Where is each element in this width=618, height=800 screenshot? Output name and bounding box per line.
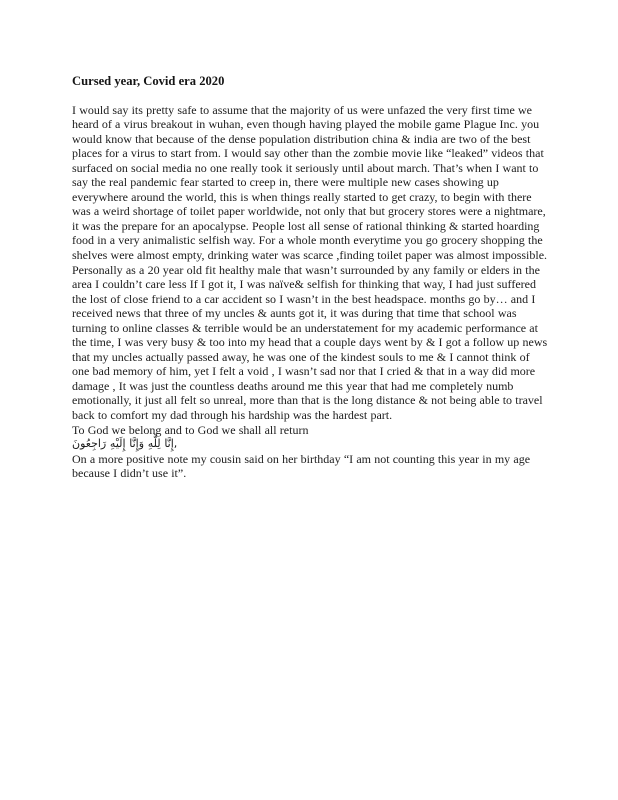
body-paragraph-personal-story: Personally as a 20 year old fit healthy male that wasn’t surrounded by any family or elders in the area I couldn’t care less If I got it, I was naïve& selfish for thinking that way, I had just suffered the lost of close friend to a car accident so I wasn’t in the best headspace. months go by… and I received news that three of my uncles & aunts got it, it was during that time that school was turning to online classes & terrible would be an understatement for my academic performance at the time, I was very busy & too into my head that a couple days went by & I got a follow up news that my uncles actually passed away, he was one of the kindest souls to me & I cannot think of one bad memory of him, yet I felt a void , I wasn’t sad nor that I cried & that in a way did more damage , It was just the countless deaths around me this year that had me completely numb emotionally, it just all felt so unreal, more than that is the long distance & not being able to travel back to comfort my dad through his hardship was the hardest part. xyxy=(72,262,548,423)
document-title: Cursed year, Covid era 2020 xyxy=(72,74,225,88)
body-line-arabic-verse: ,إِنَّا لِلَّهِ وَإِنَّا إِلَيْهِ رَاجِعُونَ xyxy=(72,437,178,451)
body-paragraph-closing-quote: On a more positive note my cousin said on her birthday “I am not counting this year in my age because I didn’t use it”. xyxy=(72,451,531,481)
body-paragraph-pandemic-intro: I would say its pretty safe to assume that the majority of us were unfazed the very first time we heard of a virus breakout in wuhan, even though having played the mobile game Plague Inc. you would know that because of the dense population distribution china & india are two of the best places for a virus to start from. I would say other than the zombie movie like “leaked” videos that surfaced on social media no one really took it seriously until about march. That’s when I want to say the real pandemic fear started to creep in, there were multiple new cases showing up everywhere around the world, this is when things really started to get crazy, to begin with there was a weird shortage of toilet paper worldwide, not only that but grocery stores were a nightmare, it was the prepare for an apocalypse. People lost all sense of rational thinking & started hoarding food in a very animalistic selfish way. For a whole month everytime you go grocery shopping the shelves were almost empty, drinking water was scarce ,finding toilet paper was almost impossible. xyxy=(72,102,548,263)
body-line-translation: To God we belong and to God we shall all return xyxy=(72,422,309,437)
